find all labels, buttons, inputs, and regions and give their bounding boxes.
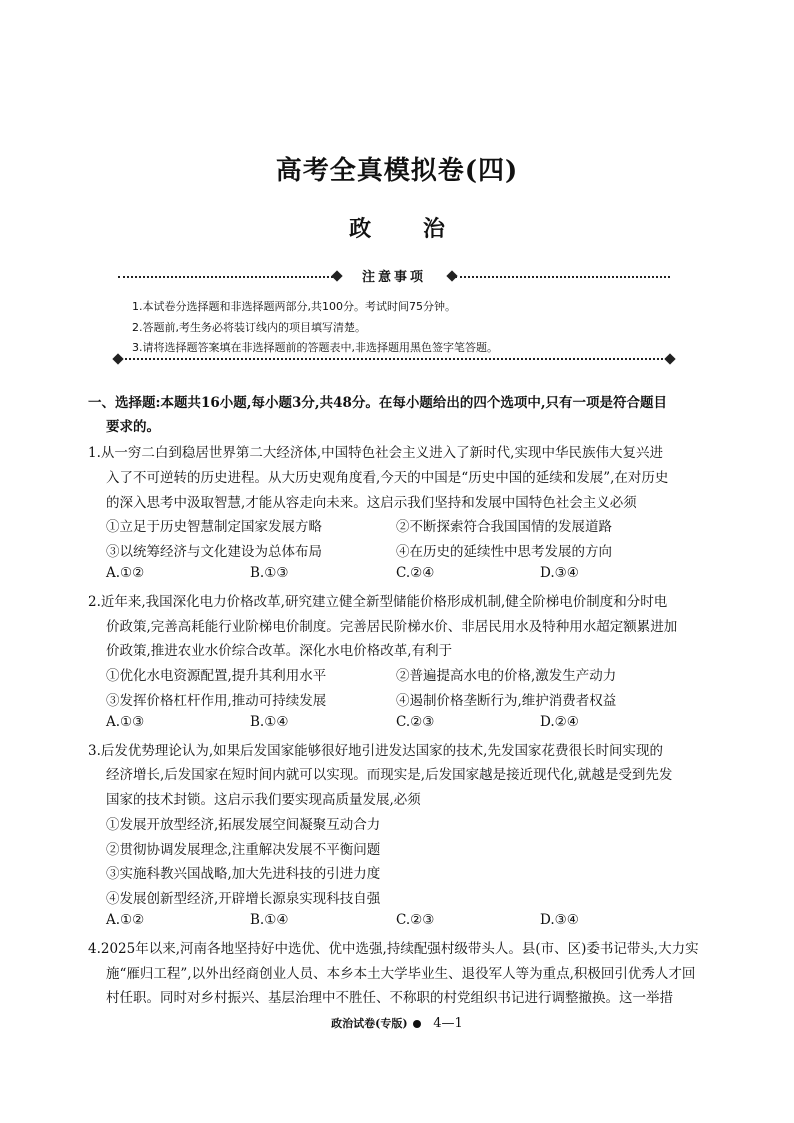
notice-item: 2.答题前,考生务必将装订线内的项目填写清楚。 bbox=[132, 321, 366, 334]
question-3-answer: C.②③ bbox=[396, 912, 435, 928]
notice-item: 3.请将选择题答案填在非选择题前的答题表中,非选择题用黑色签字笔答题。 bbox=[132, 341, 498, 354]
question-2-option: ①优化水电资源配置,提升其利用水平 bbox=[106, 668, 327, 684]
question-2-option: ②普遍提高水电的价格,激发生产动力 bbox=[396, 668, 617, 684]
question-2-answer: B.①④ bbox=[250, 714, 289, 730]
section-heading-cont: 要求的。 bbox=[106, 419, 160, 435]
question-1-answer: C.②④ bbox=[396, 565, 435, 581]
question-3-option: ②贯彻协调发展理念,注重解决发展不平衡问题 bbox=[106, 842, 381, 858]
question-3-answer: A.①② bbox=[106, 912, 145, 928]
question-2-option: ③发挥价格杠杆作用,推动可持续发展 bbox=[106, 693, 327, 709]
footer-label: 政治试卷(专版) bbox=[331, 1017, 408, 1030]
question-3-option: ①发展开放型经济,拓展发展空间凝聚互动合力 bbox=[106, 817, 381, 833]
question-3-line: 3.后发优势理论认为,如果后发国家能够很好地引进发达国家的技术,先发国家花费很长时间实现的 bbox=[88, 743, 663, 759]
page-footer bbox=[0, 1015, 794, 1031]
notice-item: 1.本试卷分选择题和非选择题两部分,共100分。考试时间75分钟。 bbox=[132, 300, 456, 313]
question-2-answer: D.②④ bbox=[540, 714, 579, 730]
notice-footer-divider bbox=[118, 358, 670, 360]
question-2-line: 价政策,推进农业水价综合改革。深化水电价格改革,有利于 bbox=[106, 643, 453, 659]
question-1-answer: A.①② bbox=[106, 565, 145, 581]
question-2-answer: A.①③ bbox=[106, 714, 145, 730]
subject-title: 政 治 bbox=[349, 216, 467, 242]
question-1-option: ①立足于历史智慧制定国家发展方略 bbox=[106, 519, 322, 535]
question-3-line: 国家的技术封锁。这启示我们要实现高质量发展,必须 bbox=[106, 792, 421, 808]
question-2-option: ④遏制价格垄断行为,维护消费者权益 bbox=[396, 693, 617, 709]
question-1-answer: B.①③ bbox=[250, 565, 289, 581]
question-4-line: 4.2025年以来,河南各地坚持好中选优、优中选强,持续配强村级带头人。县(市、区)委书记带头,大力实 bbox=[88, 941, 699, 957]
question-3-option: ③实施科教兴国战略,加大先进科技的引进力度 bbox=[106, 866, 381, 882]
divider bbox=[455, 276, 670, 278]
section-heading: 一、选择题:本题共16小题,每小题3分,共48分。在每小题给出的四个选项中,只有一项是符合题目 bbox=[88, 395, 668, 411]
notice-heading: 注意事项 bbox=[361, 270, 426, 285]
question-4-line: 村任职。同时对乡村振兴、基层治理中不胜任、不称职的村党组织书记进行调整撤换。这一举措 bbox=[106, 990, 673, 1006]
question-1-line: 的深入思考中汲取智慧,才能从容走向未来。这启示我们坚持和发展中国特色社会主义必须 bbox=[106, 495, 637, 511]
question-2-answer: C.②③ bbox=[396, 714, 435, 730]
dot-icon bbox=[413, 1020, 421, 1028]
question-4-line: 施“雁归工程”,以外出经商创业人员、本乡本土大学毕业生、退役军人等为重点,积极回引优秀人才回 bbox=[106, 966, 696, 982]
question-3-answer: B.①④ bbox=[250, 912, 289, 928]
question-3-answer: D.③④ bbox=[540, 912, 579, 928]
question-2-line: 价政策,完善高耗能行业阶梯电价制度。完善居民阶梯水价、非居民用水及特种用水超定额累进加 bbox=[106, 619, 678, 635]
notice-header bbox=[118, 268, 670, 284]
question-3-option: ④发展创新型经济,开辟增长源泉实现科技自强 bbox=[106, 891, 381, 907]
question-1-line: 入了不可逆转的历史进程。从大历史观角度看,今天的中国是“历史中国的延续和发展”,在对历史 bbox=[106, 470, 669, 486]
page-number: 4—1 bbox=[433, 1016, 463, 1031]
question-1-answer: D.③④ bbox=[540, 565, 579, 581]
divider bbox=[118, 276, 333, 278]
exam-title: 高考全真模拟卷(四) bbox=[275, 156, 519, 186]
question-1-line: 1.从一穷二白到稳居世界第二大经济体,中国特色社会主义进入了新时代,实现中华民族伟大复兴进 bbox=[88, 445, 663, 461]
question-1-option: ④在历史的延续性中思考发展的方向 bbox=[396, 544, 612, 560]
question-1-option: ②不断探索符合我国国情的发展道路 bbox=[396, 519, 612, 535]
question-1-option: ③以统筹经济与文化建设为总体布局 bbox=[106, 544, 322, 560]
question-3-line: 经济增长,后发国家在短时间内就可以实现。而现实是,后发国家越是接近现代化,就越是受到先发 bbox=[106, 767, 673, 783]
question-2-line: 2.近年来,我国深化电力价格改革,研究建立健全新型储能价格形成机制,健全阶梯电价制度和分时电 bbox=[88, 594, 668, 610]
